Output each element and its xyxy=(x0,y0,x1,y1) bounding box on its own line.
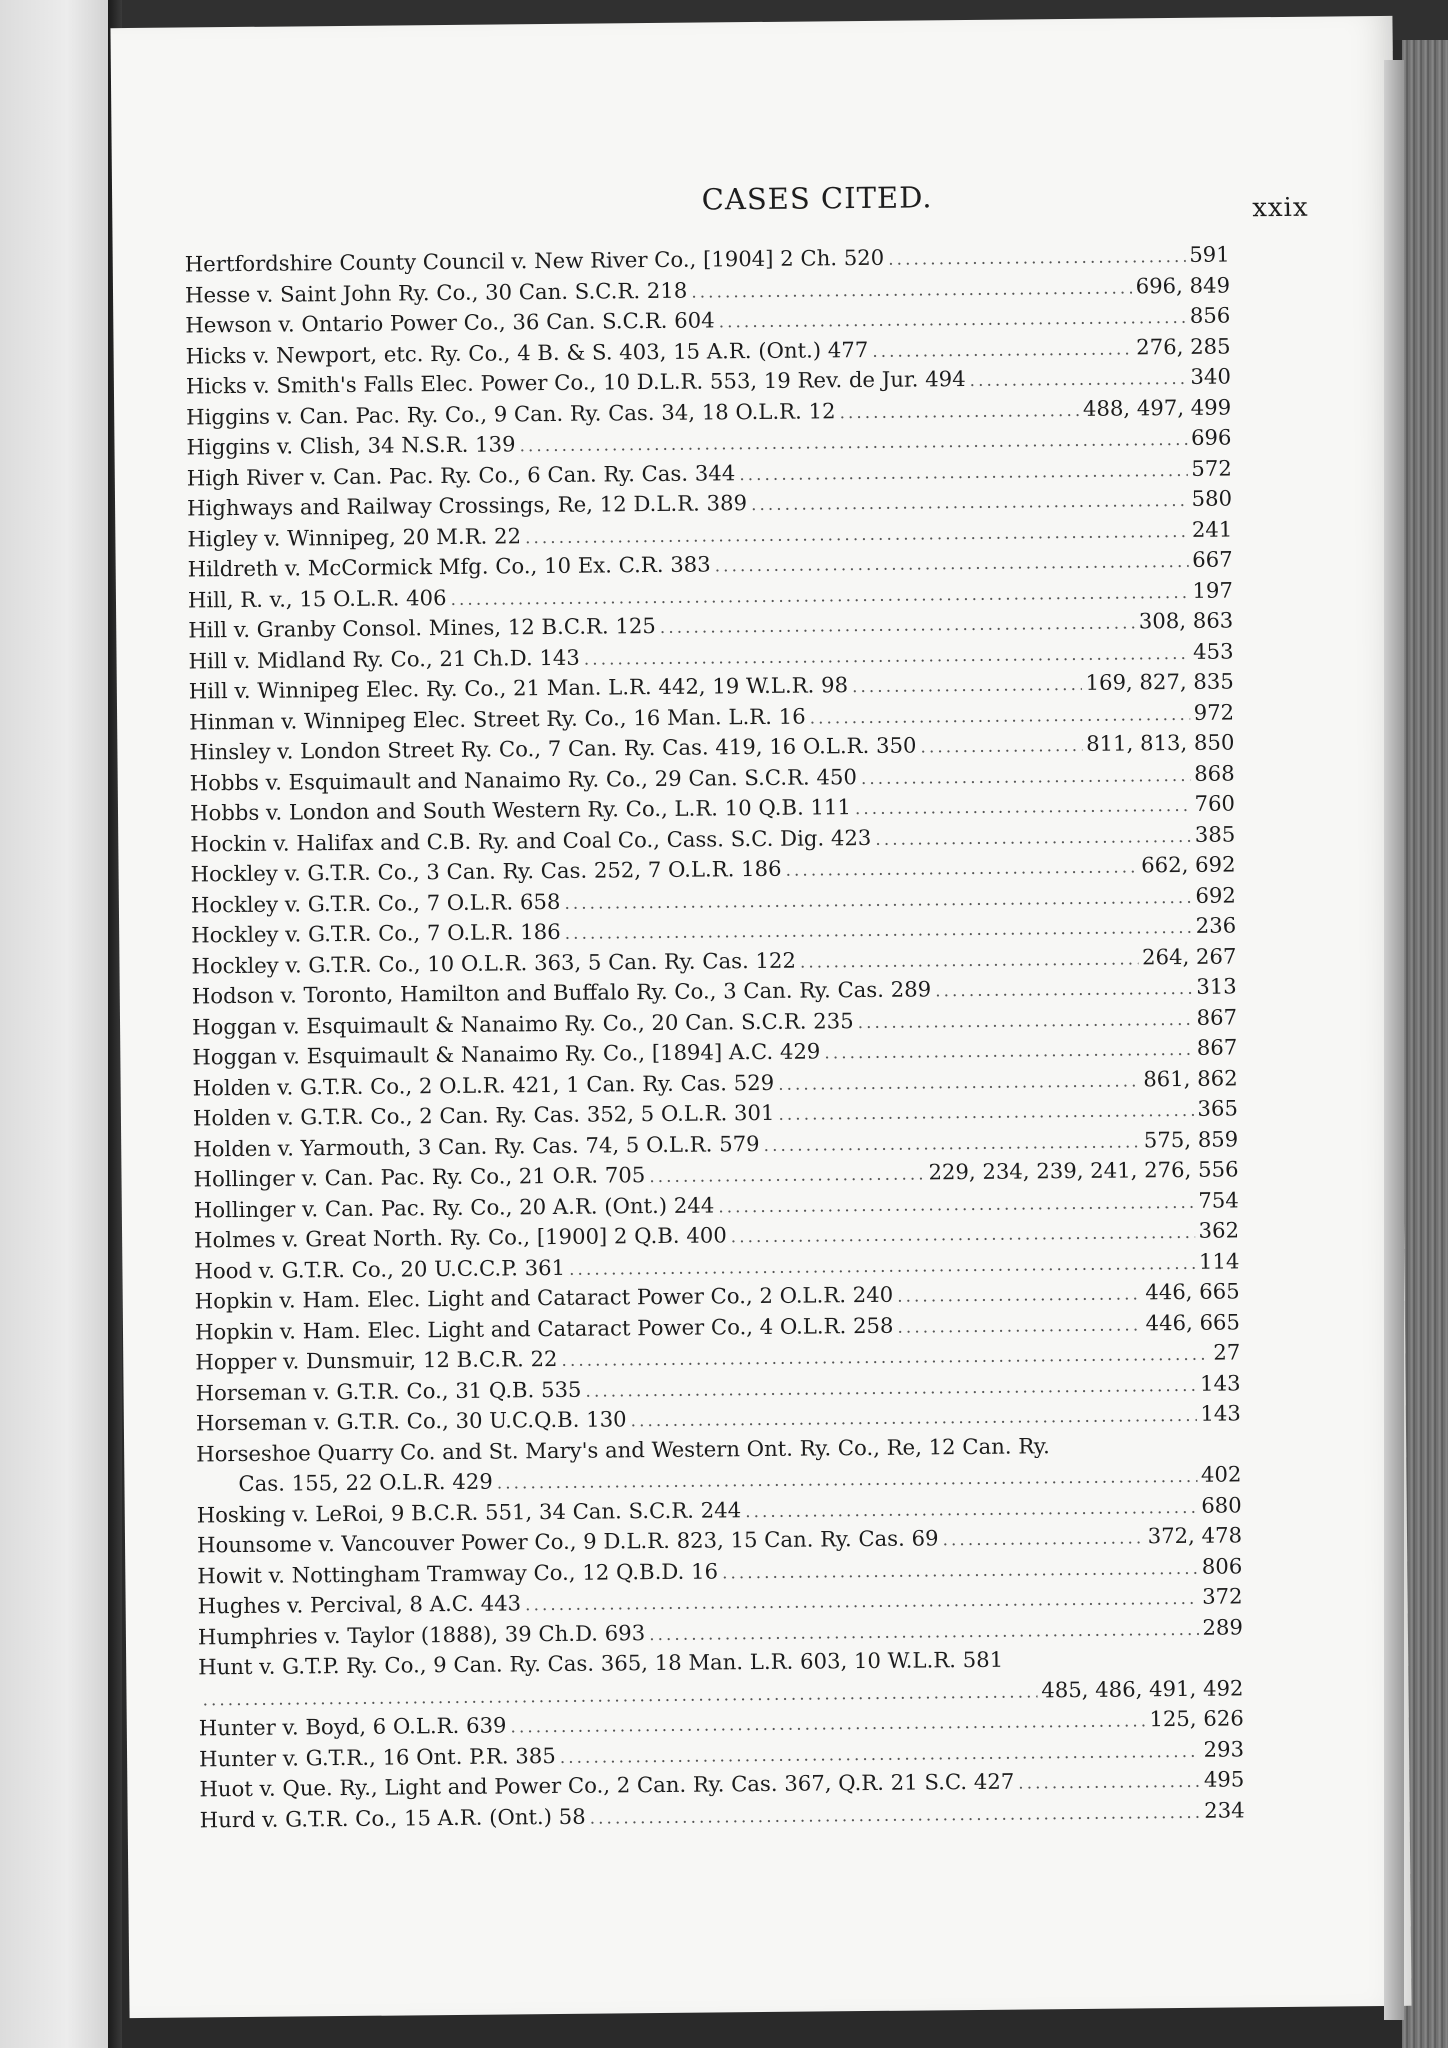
page-references: 372 xyxy=(1202,1583,1243,1609)
page-references: 308, 863 xyxy=(1138,607,1234,634)
page-references: 680 xyxy=(1201,1491,1242,1518)
case-name: Hewson v. Ontario Power Co., 36 Can. S.C.R. 604 xyxy=(185,307,715,338)
page-references: 495 xyxy=(1203,1766,1245,1792)
page-references: 485, 486, 491, 492 xyxy=(1041,1674,1244,1702)
case-name: Howit v. Nottingham Tramway Co., 12 Q.B.D. 16 xyxy=(197,1557,719,1588)
page-references: 806 xyxy=(1201,1552,1243,1579)
page-references: 856 xyxy=(1189,302,1231,328)
cases-cited-list xyxy=(185,239,1245,1835)
case-name: Hughes v. Percival, 8 A.C. 443 xyxy=(197,1590,522,1619)
page-references: 972 xyxy=(1193,698,1235,725)
case-name: Hill v. Granby Consol. Mines, 12 B.C.R. 125 xyxy=(188,612,656,643)
dot-leader xyxy=(852,670,1082,703)
case-name: Hertfordshire County Council v. New River Co., [1904] 2 Ch. 520 xyxy=(184,244,885,277)
page-number: xxix xyxy=(1252,192,1309,224)
case-name: Holden v. G.T.R. Co., 2 Can. Ry. Cas. 352, 5 O.L.R. 301 xyxy=(192,1099,775,1131)
page-references: 667 xyxy=(1192,546,1233,572)
case-name: Holden v. Yarmouth, 3 Can. Ry. Cas. 74, 5 O.L.R. 579 xyxy=(193,1130,760,1161)
case-name: Hobbs v. Esquimault and Nanaimo Ry. Co., 29 Can. S.C.R. 450 xyxy=(189,763,858,795)
case-name: Hockley v. G.T.R. Co., 7 O.L.R. 186 xyxy=(191,918,561,948)
page-references: 143 xyxy=(1199,1369,1241,1396)
page-references: 453 xyxy=(1192,637,1234,664)
page-references: 861, 862 xyxy=(1143,1064,1238,1091)
case-name: Hockley v. G.T.R. Co., 10 O.L.R. 363, 5 Can. Ry. Cas. 122 xyxy=(191,947,797,978)
case-name: Hill v. Midland Ry. Co., 21 Ch.D. 143 xyxy=(188,644,580,673)
case-name: Hinsley v. London Street Ry. Co., 7 Can. Ry. Cas. 419, 16 O.L.R. 350 xyxy=(189,732,917,765)
case-name: Hopkin v. Ham. Elec. Light and Cataract Power Co., 2 O.L.R. 240 xyxy=(194,1281,894,1314)
page-references: 868 xyxy=(1194,759,1235,786)
page-references: 696 xyxy=(1190,424,1232,450)
page-references: 234 xyxy=(1204,1796,1245,1823)
case-name: Hinman v. Winnipeg Elec. Street Ry. Co., 16 Man. L.R. 16 xyxy=(189,703,806,734)
case-entry xyxy=(196,1429,1242,1500)
case-name: Horseman v. G.T.R. Co., 30 U.C.Q.B. 130 xyxy=(195,1406,627,1436)
case-name: Hurd v. G.T.R. Co., 15 A.R. (Ont.) 58 xyxy=(199,1803,586,1832)
case-name: Horseman v. G.T.R. Co., 31 Q.B. 535 xyxy=(195,1376,582,1405)
page-references: 575, 859 xyxy=(1143,1125,1239,1152)
page-references: 572 xyxy=(1191,454,1232,481)
page-references: 692 xyxy=(1195,881,1236,908)
case-name: Hoggan v. Esquimault & Nanaimo Ry. Co., [1894] A.C. 429 xyxy=(192,1038,821,1070)
page-references: 696, 849 xyxy=(1135,271,1231,298)
page-references: 385 xyxy=(1194,820,1236,847)
case-name: Higgins v. Can. Pac. Ry. Co., 9 Can. Ry. Cas. 34, 18 O.L.R. 12 xyxy=(186,397,836,429)
page-references: 754 xyxy=(1198,1186,1239,1213)
case-name: Hollinger v. Can. Pac. Ry. Co., 20 A.R. (Ont.) 244 xyxy=(193,1191,715,1222)
case-name: Hunter v. Boyd, 6 O.L.R. 639 xyxy=(198,1712,507,1741)
case-name: Hunter v. G.T.R., 16 Ont. P.R. 385 xyxy=(198,1742,556,1771)
page-references: 580 xyxy=(1191,485,1233,511)
page-references: 276, 285 xyxy=(1136,332,1231,359)
dot-leader xyxy=(590,1797,1201,1833)
page-references: 488, 497, 499 xyxy=(1082,393,1232,421)
case-name: Hill v. Winnipeg Elec. Ry. Co., 21 Man. L.R. 442, 19 W.L.R. 98 xyxy=(188,672,849,704)
page-references: 867 xyxy=(1196,1003,1238,1030)
page-references: 241 xyxy=(1191,515,1233,542)
case-name: Hockley v. G.T.R. Co., 3 Can. Ry. Cas. 252, 7 O.L.R. 186 xyxy=(190,855,782,887)
case-name: Hodson v. Toronto, Hamilton and Buffalo Ry. Co., 3 Can. Ry. Cas. 289 xyxy=(191,976,932,1009)
case-name: Hopper v. Dunsmuir, 12 B.C.R. 22 xyxy=(195,1345,558,1375)
page-edge-shadow xyxy=(1384,60,1404,2020)
dot-leader xyxy=(920,731,1082,763)
page-references: 340 xyxy=(1190,363,1231,389)
case-name: Hood v. G.T.R. Co., 20 U.C.C.P. 361 xyxy=(194,1254,566,1283)
case-name: Hunt v. G.T.P. Ry. Co., 9 Can. Ry. Cas. 365, 18 Man. L.R. 603, 10 W.L.R. 581 xyxy=(198,1646,1004,1680)
case-name: Hildreth v. McCormick Mfg. Co., 10 Ex. C.R. 383 xyxy=(187,551,711,582)
case-name: Humphries v. Taylor (1888), 39 Ch.D. 693 xyxy=(197,1619,646,1649)
facing-page xyxy=(0,0,112,2048)
page-references: 811, 813, 850 xyxy=(1086,729,1235,756)
page-references: 362 xyxy=(1198,1217,1240,1243)
page-references: 236 xyxy=(1195,912,1237,938)
case-name: High River v. Can. Pac. Ry. Co., 6 Can. Ry. Cas. 344 xyxy=(186,459,736,490)
case-entry xyxy=(198,1642,1244,1713)
case-name: Hicks v. Newport, etc. Ry. Co., 4 B. & S. 403, 15 A.R. (Ont.) 477 xyxy=(185,336,869,368)
page-references: 867 xyxy=(1196,1034,1238,1060)
case-name: Huot v. Que. Ry., Light and Power Co., 2 Can. Ry. Cas. 367, Q.R. 21 S.C. 427 xyxy=(199,1768,1015,1802)
case-name: Holden v. G.T.R. Co., 2 O.L.R. 421, 1 Can. Ry. Cas. 529 xyxy=(192,1069,775,1100)
page-references: 446, 665 xyxy=(1145,1278,1240,1305)
case-name: Holmes v. Great North. Ry. Co., [1900] 2 Q.B. 400 xyxy=(193,1222,727,1253)
case-name: Hounsome v. Vancouver Power Co., 9 D.L.R. 823, 15 Can. Ry. Cas. 69 xyxy=(196,1525,939,1558)
page-heading: CASES CITED. xyxy=(701,180,933,217)
case-name: Hill, R. v., 15 O.L.R. 406 xyxy=(187,584,447,612)
page-references: 229, 234, 239, 241, 276, 556 xyxy=(928,1156,1239,1185)
page-references: 169, 827, 835 xyxy=(1085,668,1234,695)
case-name: Hockin v. Halifax and C.B. Ry. and Coal Co., Cass. S.C. Dig. 423 xyxy=(190,824,872,856)
dot-leader xyxy=(1018,1767,1200,1799)
page-references: 446, 665 xyxy=(1145,1308,1241,1335)
page-references: 264, 267 xyxy=(1141,942,1237,969)
case-name: Hockley v. G.T.R. Co., 7 O.L.R. 658 xyxy=(190,888,561,917)
page-references: 114 xyxy=(1198,1247,1240,1274)
case-name: Hollinger v. Can. Pac. Ry. Co., 21 O.R. 705 xyxy=(193,1162,646,1192)
case-name: Hosking v. LeRoi, 9 B.C.R. 551, 34 Can. S.C.R. 244 xyxy=(196,1496,742,1527)
page-references: 372, 478 xyxy=(1147,1522,1243,1549)
case-name: Hobbs v. London and South Western Ry. Co., L.R. 10 Q.B. 111 xyxy=(189,794,852,826)
case-name: Hesse v. Saint John Ry. Co., 30 Can. S.C.R. 218 xyxy=(184,277,688,307)
page-references: 662, 692 xyxy=(1141,851,1236,878)
page-references: 365 xyxy=(1197,1095,1239,1121)
case-name: Hoggan v. Esquimault & Nanaimo Ry. Co., 20 Can. S.C.R. 235 xyxy=(191,1007,854,1039)
page-references: 125, 626 xyxy=(1149,1705,1244,1732)
dot-leader xyxy=(942,1523,1143,1555)
page-references: 27 xyxy=(1213,1339,1241,1365)
case-name: Hopkin v. Ham. Elec. Light and Cataract Power Co., 4 O.L.R. 258 xyxy=(194,1312,894,1344)
page-references: 197 xyxy=(1192,576,1234,603)
page-references: 760 xyxy=(1194,790,1236,816)
page-references: 402 xyxy=(1200,1461,1242,1487)
page-references: 289 xyxy=(1202,1613,1243,1640)
book-page xyxy=(110,16,1411,2018)
page-references: 591 xyxy=(1189,241,1230,267)
case-name: Cas. 155, 22 O.L.R. 429 xyxy=(238,1468,493,1497)
case-name: Higley v. Winnipeg, 20 M.R. 22 xyxy=(187,522,522,551)
page-references: 293 xyxy=(1203,1735,1245,1762)
page-references: 313 xyxy=(1196,973,1237,999)
case-name: Hicks v. Smith's Falls Elec. Power Co., 10 D.L.R. 553, 19 Rev. de Jur. 494 xyxy=(185,366,966,399)
dot-leader xyxy=(969,364,1186,397)
case-name: Higgins v. Clish, 34 N.S.R. 139 xyxy=(186,431,516,460)
page-references: 143 xyxy=(1200,1400,1241,1426)
case-name: Horseshoe Quarry Co. and St. Mary's and Western Ont. Ry. Co., Re, 12 Can. Ry. xyxy=(196,1432,1050,1466)
case-name: Highways and Railway Crossings, Re, 12 D.L.R. 389 xyxy=(186,490,748,521)
